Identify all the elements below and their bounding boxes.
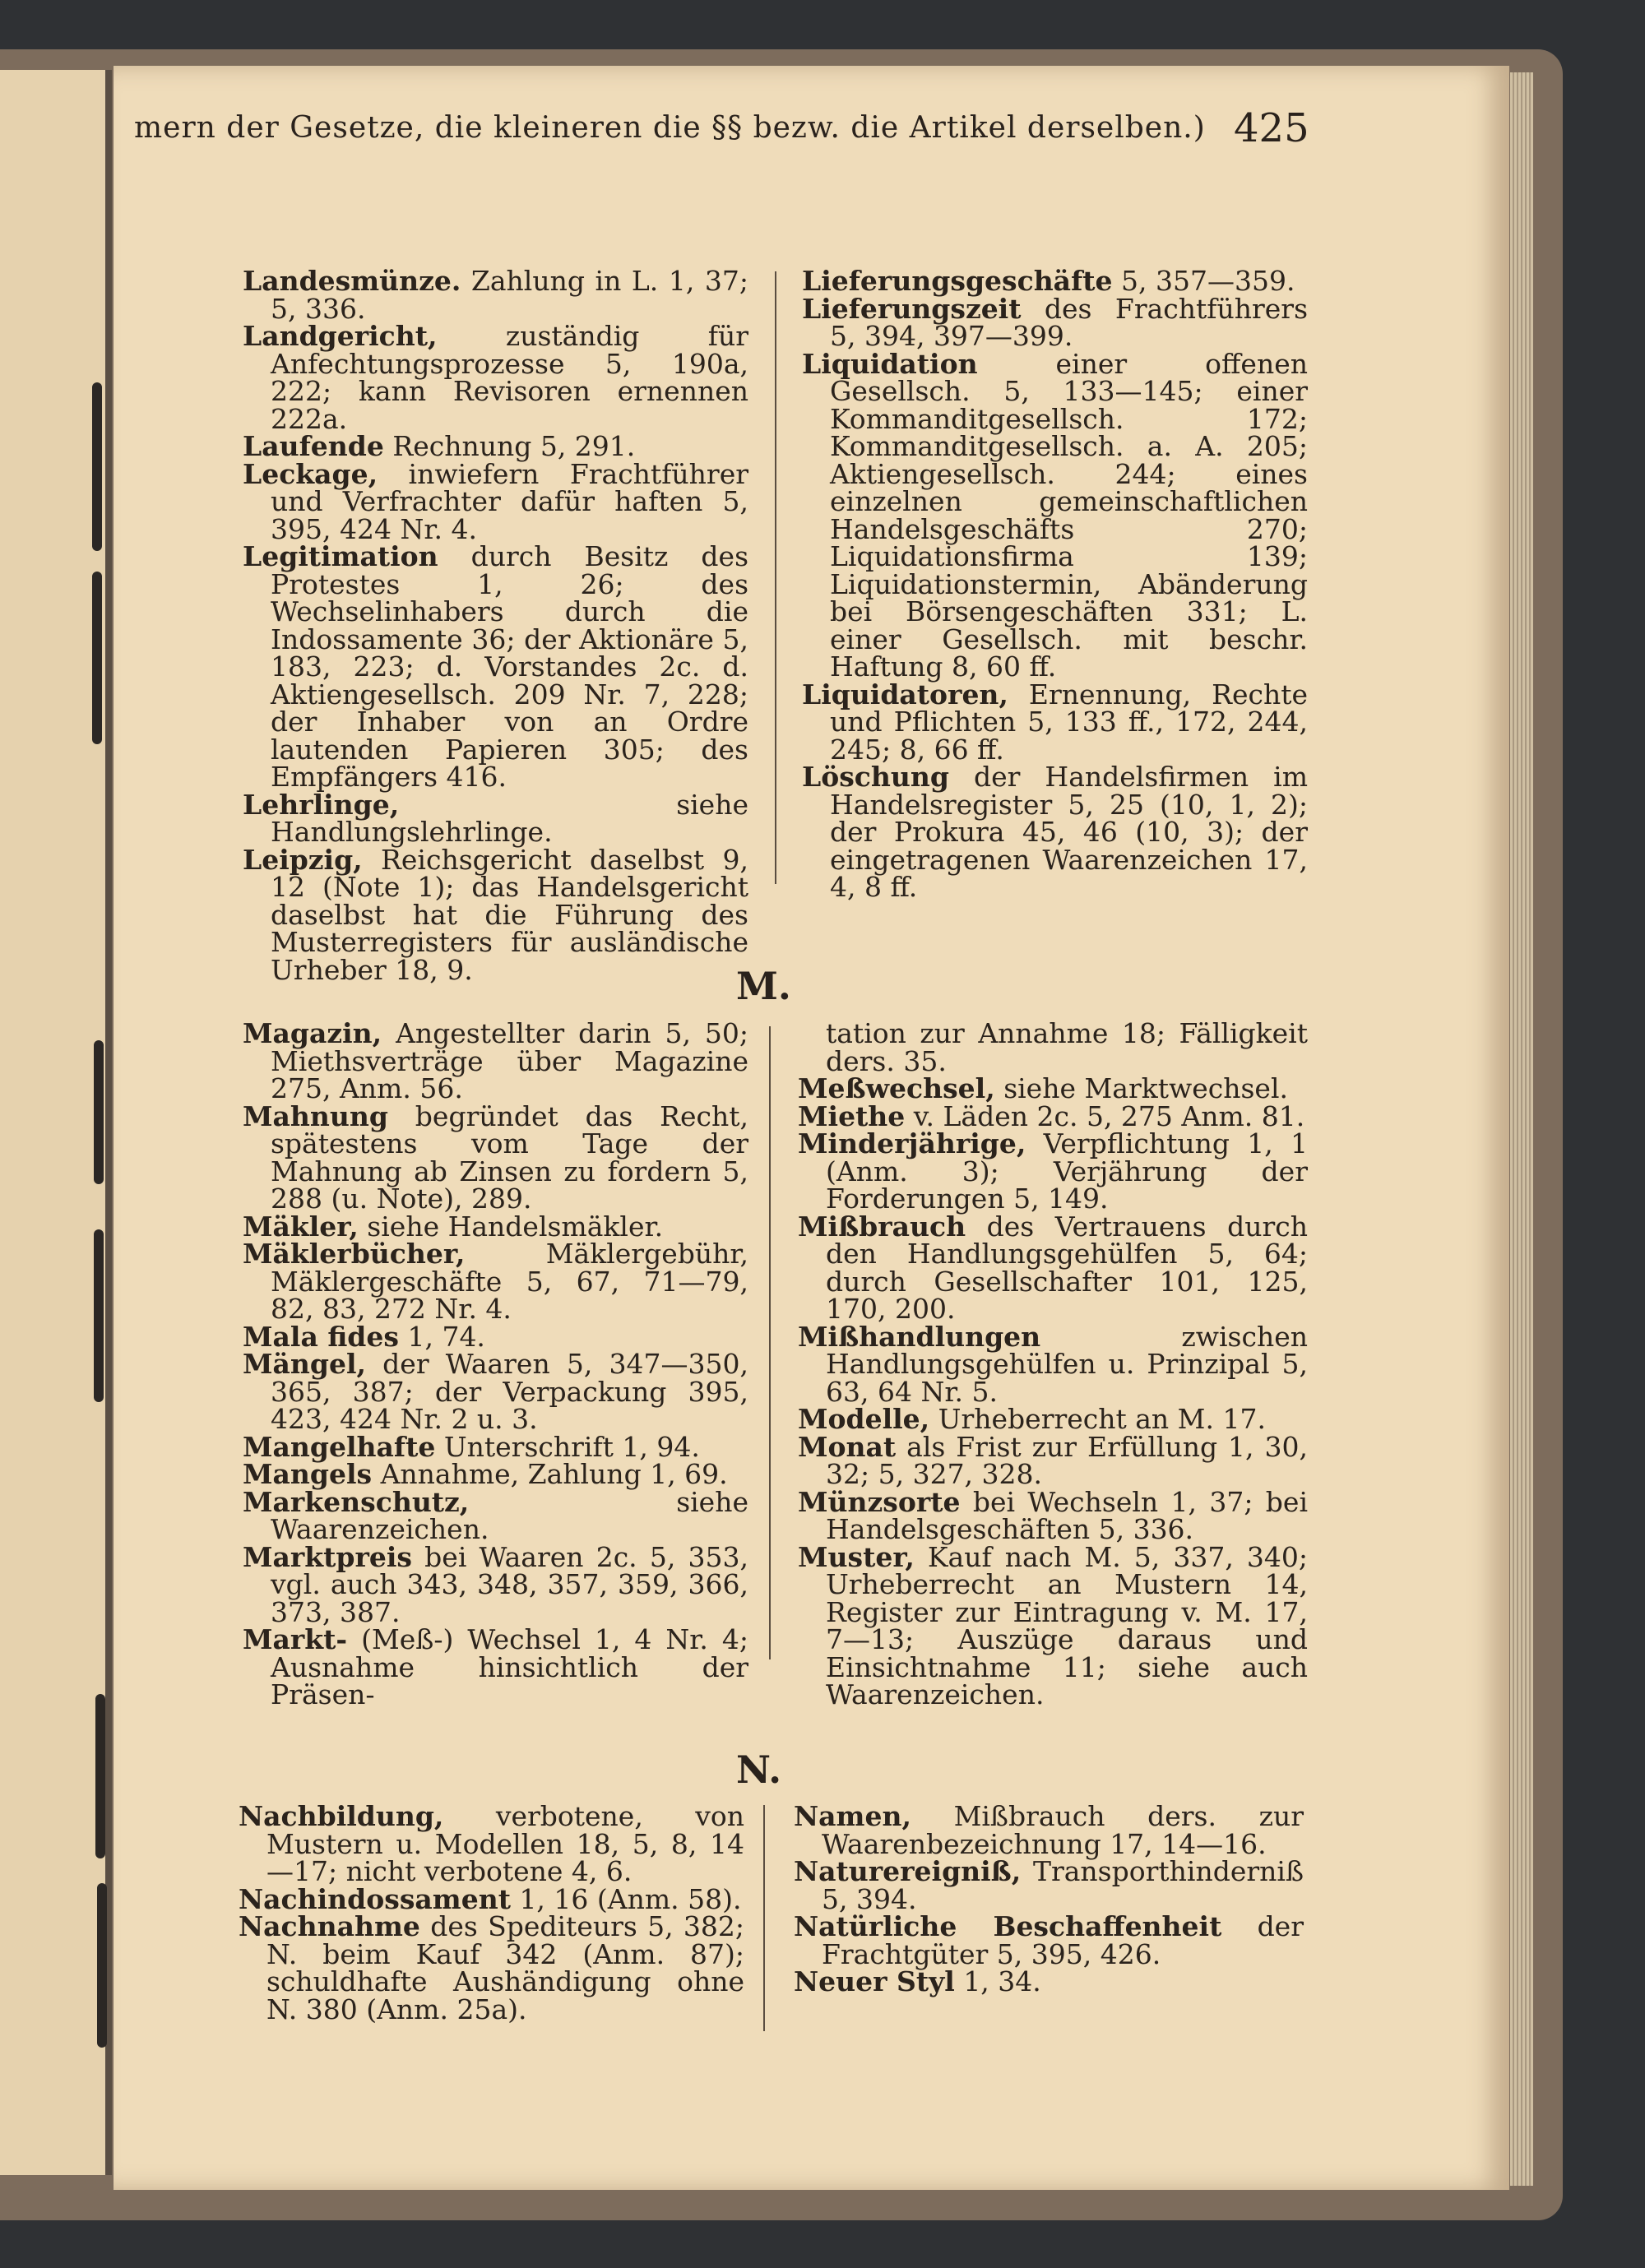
index-term: Mißhandlungen <box>798 1320 1041 1353</box>
index-refs: zuständig für Anfechtungsprozesse 5, 190a, 222; kann Revisoren ernennen 222a. <box>271 320 748 435</box>
index-term: Meßwechsel, <box>798 1072 995 1104</box>
page-number: 425 <box>1234 105 1309 151</box>
margin-tab <box>94 1040 104 1184</box>
index-entry <box>802 292 1308 352</box>
index-entry <box>243 788 748 848</box>
index-term: Lieferungszeit <box>802 292 1022 325</box>
index-entry <box>243 1210 748 1243</box>
margin-tab <box>97 1883 107 2048</box>
index-column-left <box>239 1800 745 2025</box>
index-term: Liquidatoren, <box>802 678 1008 710</box>
index-entry <box>243 1460 748 1488</box>
index-entry <box>798 1485 1308 1545</box>
index-refs: 1, 74. <box>407 1320 485 1353</box>
index-refs: siehe Marktwechsel. <box>1003 1072 1288 1104</box>
index-entry <box>243 1320 748 1353</box>
index-entry <box>243 457 748 545</box>
index-entry <box>798 1210 1308 1325</box>
index-column-right <box>802 267 1308 901</box>
index-refs: Zahlung in L. 1, 37; 5, 336. <box>271 265 748 325</box>
index-refs: Annahme, Zahlung 1, 69. <box>380 1458 728 1490</box>
index-term: Lieferungsgeschäfte <box>802 265 1113 297</box>
index-refs: 1, 34. <box>963 1965 1041 1997</box>
index-refs: siehe Handlungslehrlinge. <box>271 788 748 848</box>
index-refs: Verpflichtung 1, 1 (Anm. 3); Verjährung der Forderungen 5, 149. <box>826 1127 1308 1215</box>
index-refs: siehe Handelsmäkler. <box>367 1210 664 1243</box>
index-entry <box>243 1099 748 1215</box>
index-refs: Urheberrecht an M. 17. <box>938 1403 1266 1435</box>
column-divider <box>769 1026 771 1659</box>
index-entry <box>239 1800 744 1887</box>
index-term: Mahnung <box>243 1099 388 1132</box>
index-term: Namen, <box>794 1800 911 1832</box>
index-term: Mala fides <box>243 1320 399 1353</box>
index-term: Mäklerbücher, <box>243 1238 466 1270</box>
index-entry <box>798 1405 1308 1433</box>
index-refs: inwiefern Frachtführer und Verfrachter dafür haften 5, 395, 424 Nr. 4. <box>271 457 748 545</box>
index-term: Mißbrauch <box>798 1210 966 1243</box>
index-refs: tation zur Annahme 18; Fälligkeit ders. 35. <box>826 1017 1308 1077</box>
index-term: Neuer Styl <box>794 1965 955 1997</box>
index-entry <box>802 267 1308 295</box>
index-entry <box>802 678 1308 766</box>
index-refs: (Meß-) Wechsel 1, 4 Nr. 4; Ausnahme hinsichtlich der Präsen- <box>271 1623 748 1710</box>
index-term: Nachnahme <box>239 1910 420 1942</box>
index-term: Legitimation <box>243 540 438 572</box>
margin-tab <box>94 1229 104 1402</box>
index-term: Leipzig, <box>243 843 363 876</box>
index-term: Münzsorte <box>798 1485 961 1518</box>
index-refs: Mäklergebühr, Mäklergeschäfte 5, 67, 71—79, 82, 83, 272 Nr. 4. <box>271 1238 748 1325</box>
index-refs: bei Waaren 2c. 5, 353, vgl. auch 343, 348, 357, 359, 366, 373, 387. <box>271 1540 748 1628</box>
index-refs: des Vertrauens durch den Handlungsgehülfen 5, 64; durch Gesellschafter 101, 125, 170, 200. <box>826 1210 1308 1325</box>
index-term: Lehrlinge, <box>243 788 400 821</box>
column-divider <box>763 1805 765 2031</box>
index-refs: v. Läden 2c. 5, 275 Anm. 81. <box>913 1099 1305 1132</box>
index-column-left <box>243 1017 748 1710</box>
index-term: Miethe <box>798 1099 906 1132</box>
index-entry <box>794 1855 1304 1915</box>
index-term: Liquidation <box>802 347 978 380</box>
index-term: Monat <box>798 1430 897 1463</box>
index-entry <box>243 540 748 793</box>
index-entry <box>243 1623 748 1710</box>
index-entry <box>243 1240 748 1323</box>
index-column-right <box>794 1800 1304 1997</box>
index-column-left <box>243 267 748 984</box>
index-entry <box>802 763 1308 901</box>
index-term: Muster, <box>798 1540 915 1573</box>
index-term: Minderjährige, <box>798 1127 1026 1159</box>
running-head: mern der Gesetze, die kleineren die §§ bezw. die Artikel derselben.) <box>134 111 1206 145</box>
index-entry <box>243 1485 748 1545</box>
index-entry <box>794 1910 1304 1970</box>
index-entry <box>794 1800 1304 1860</box>
index-term: Nachindossament <box>239 1882 511 1915</box>
index-term: Naturereigniß, <box>794 1855 1022 1887</box>
index-entry <box>243 265 748 325</box>
index-entry <box>798 1540 1308 1710</box>
margin-tab <box>92 382 102 551</box>
index-refs: als Frist zur Erfüllung 1, 30, 32; 5, 327, 328. <box>826 1430 1308 1490</box>
index-term: Mangels <box>243 1458 373 1490</box>
index-entry <box>798 1072 1308 1104</box>
index-refs: bei Wechseln 1, 37; bei Handelsgeschäften 5, 336. <box>826 1485 1308 1545</box>
index-refs: Kauf nach M. 5, 337, 340; Urheberrecht an Mustern 14, Register zur Eintragung v. M. 17, 7—13; Auszüge daraus und Einsichtnahme 11; siehe auch Waarenzeichen. <box>826 1540 1308 1710</box>
index-refs: siehe Waarenzeichen. <box>271 1485 748 1545</box>
index-entry <box>798 1127 1308 1215</box>
index-refs: des Spediteurs 5, 382; N. beim Kauf 342 (Anm. 87); schuldhafte Aushändigung ohne N. 380 (Anm. 25a). <box>266 1910 745 2025</box>
index-entry <box>798 1017 1308 1077</box>
margin-tab <box>95 1694 105 1858</box>
section-letter: M. <box>736 964 791 1008</box>
index-entry <box>794 1965 1304 1997</box>
index-term: Leckage, <box>243 457 378 490</box>
index-refs: Unterschrift 1, 94. <box>443 1430 700 1463</box>
index-term: Modelle, <box>798 1403 930 1435</box>
index-refs: 1, 16 (Anm. 58). <box>519 1882 742 1915</box>
index-refs: Ernennung, Rechte und Pflichten 5, 133 ff., 172, 244, 245; 8, 66 ff. <box>830 678 1308 766</box>
index-refs: einer offenen Gesellsch. 5, 133—145; einer Kommanditgesellsch. 172; Kommanditgesellsch. a. A. 205; Aktiengesellsch. 244; eines einzelnen gemeinschaftlichen Handelsgeschäfts 270; Liquidationsfirma 139; Liquidationstermin, Abänderung bei Börsengeschäften 331; L. einer Gesellsch. mit beschr. Haftung 8, 60 ff. <box>830 347 1308 683</box>
index-refs: durch Besitz des Protestes 1, 26; des Wechselinhabers durch die Indossamente 36; der Aktionäre 5, 183, 223; d. Vorstandes 2c. d. Aktiengesellsch. 209 Nr. 7, 228; der Inhaber von an Ordre lautenden Papieren 305; des Empfängers 416. <box>271 540 748 793</box>
index-term: Mangelhafte <box>243 1430 436 1463</box>
index-entry <box>239 1910 745 2025</box>
index-refs: Rechnung 5, 291. <box>392 430 636 462</box>
index-term: Markenschutz, <box>243 1485 470 1518</box>
index-entry <box>243 1540 748 1628</box>
index-term: Markt- <box>243 1623 348 1655</box>
index-entry <box>798 1320 1308 1408</box>
index-term: Mängel, <box>243 1348 366 1380</box>
index-term: Landesmünze. <box>243 265 461 297</box>
index-refs: der Waaren 5, 347—350, 365, 387; der Verpackung 395, 423, 424 Nr. 2 u. 3. <box>271 1348 748 1435</box>
margin-tab <box>92 572 102 744</box>
section-letter: N. <box>736 1747 782 1792</box>
index-entry <box>798 1099 1308 1132</box>
index-entry <box>243 843 749 986</box>
index-term: Löschung <box>802 761 949 793</box>
index-term: Natürliche Beschaffenheit <box>794 1910 1222 1942</box>
index-refs: der Frachtgüter 5, 395, 426. <box>822 1910 1304 1970</box>
index-refs: der Handelsfirmen im Handelsregister 5, 25 (10, 1, 2); der Prokura 45, 46 (10, 3); der eingetragenen Waarenzeichen 17, 4, 8 ff. <box>830 761 1309 903</box>
index-column-right <box>798 1017 1308 1710</box>
index-refs: des Frachtführers 5, 394, 397—399. <box>830 292 1308 352</box>
index-entry <box>239 1882 744 1915</box>
index-refs: begründet das Recht, spätestens vom Tage der Mahnung ab Zinsen zu fordern 5, 288 (u. Note), 289. <box>271 1099 748 1215</box>
index-entry <box>798 1430 1308 1490</box>
index-term: Laufende <box>243 430 384 462</box>
index-entry <box>243 1430 748 1463</box>
index-entry <box>243 1017 748 1104</box>
column-divider <box>775 271 776 884</box>
index-term: Magazin, <box>243 1017 382 1049</box>
index-refs: zwischen Handlungsgehülfen u. Prinzipal 5, 63, 64 Nr. 5. <box>826 1320 1308 1408</box>
index-entry <box>243 1350 748 1433</box>
index-refs: verbotene, von Mustern u. Modellen 18, 5, 8, 14—17; nicht verbotene 4, 6. <box>266 1800 744 1887</box>
index-entry <box>802 347 1308 683</box>
index-term: Marktpreis <box>243 1540 412 1573</box>
index-entry <box>243 430 748 462</box>
index-refs: Angestellter darin 5, 50; Miethsverträge über Magazine 275, Anm. 56. <box>271 1017 748 1104</box>
index-term: Mäkler, <box>243 1210 359 1243</box>
index-term: Landgericht, <box>243 320 438 352</box>
index-entry <box>243 322 748 433</box>
index-refs: Transporthinderniß 5, 394. <box>822 1855 1304 1915</box>
index-refs: Reichsgericht daselbst 9, 12 (Note 1); das Handelsgericht daselbst hat die Führung des Musterregisters für ausländische Urheber 18, 9. <box>271 843 749 986</box>
index-term: Nachbildung, <box>239 1800 444 1832</box>
index-refs: Mißbrauch ders. zur Waarenbezeichnung 17, 14—16. <box>822 1800 1304 1860</box>
page-edge <box>1510 72 1533 2186</box>
index-refs: 5, 357—359. <box>1121 265 1295 297</box>
